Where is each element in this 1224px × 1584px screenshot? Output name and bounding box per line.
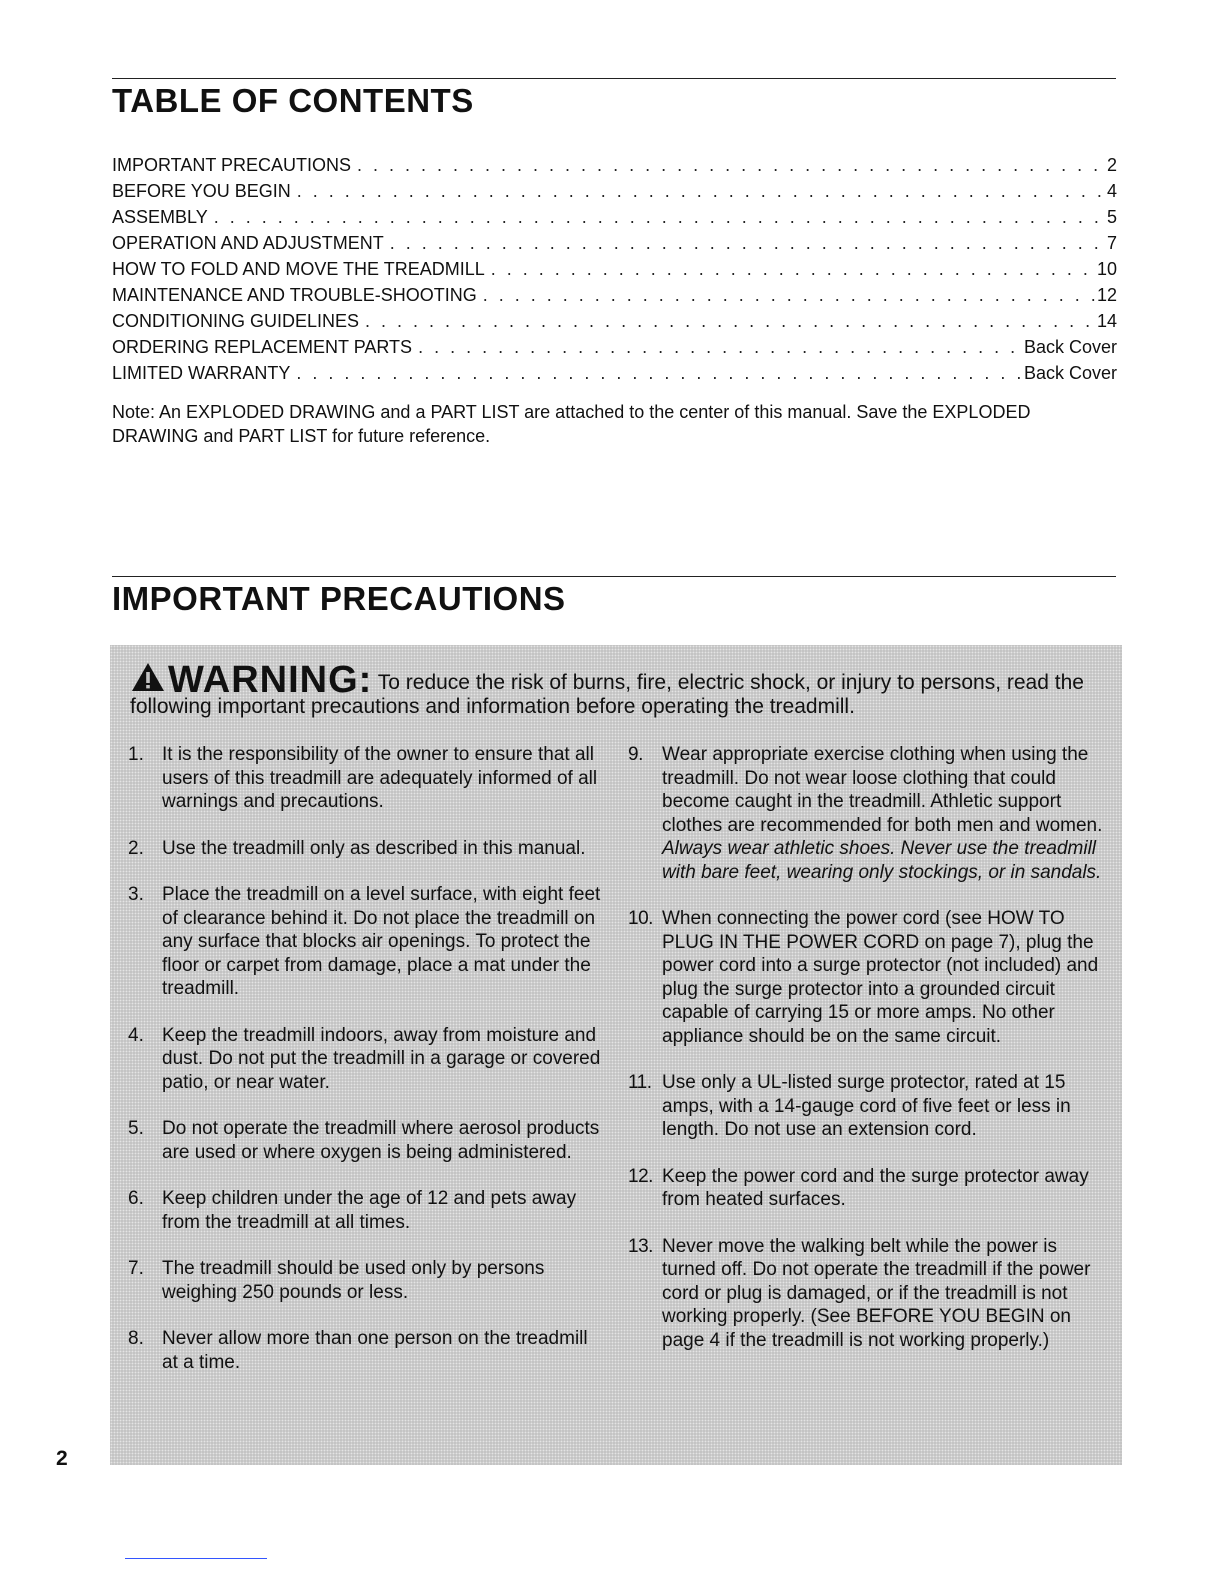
precautions-top-rule [112,576,1116,577]
toc-title: TABLE OF CONTENTS [112,82,474,119]
toc-entry[interactable]: IMPORTANT PRECAUTIONS . . . 2 [112,152,1117,178]
footer-rule [125,1558,267,1559]
list-item: 1. It is the responsibility of the owner to ensure that all users of this treadmill are adequately informed of all warnings and precautions. [128,744,598,812]
toc-entry[interactable]: ASSEMBLY . . . 5 [112,204,1117,230]
toc-list [112,152,1117,386]
warning-label: WARNING: [168,659,373,701]
toc-entry[interactable]: HOW TO FOLD AND MOVE THE TREADMILL . . . 10 [112,256,1117,282]
list-item: 10. When connecting the power cord (see HOW TO PLUG IN THE POWER CORD on page 7), plug the power cord into a surge protector (not included) and plug the surge protector into a grounded circuit capable of carrying 15 or more amps. No other appliance should be on the same circuit. [628,908,1099,1047]
precautions-right-column [628,743,1108,1352]
list-item: 6. Keep children under the age of 12 and pets away from the treadmill at all times. [128,1188,577,1233]
item9-emphasis: Always wear athletic shoes. Never use the treadmill with bare feet, wearing only stockings, or in sandals. [662,838,1102,883]
list-item: 9. Wear appropriate exercise clothing when using the treadmill. Do not wear loose clothing that could become caught in the treadmill. Athletic support clothes are recommended for both men and women. Always wear athletic shoes. Never use the treadmill with bare feet, wearing only stockings, or in sandals. [628,744,1103,883]
list-item: 5. Do not operate the treadmill where aerosol products are used or where oxygen is being administered. [128,1118,600,1163]
precautions-left-column [128,743,608,1374]
toc-entry[interactable]: ORDERING REPLACEMENT PARTS . . . Back Cover [112,334,1117,360]
toc-entry[interactable]: OPERATION AND ADJUSTMENT . . . 7 [112,230,1117,256]
toc-entry[interactable]: MAINTENANCE AND TROUBLE-SHOOTING . . . 12 [112,282,1117,308]
list-item: 2. Use the treadmill only as described in this manual. [128,837,586,859]
toc-entry[interactable]: LIMITED WARRANTY . . . Back Cover [112,360,1117,386]
list-item: 7. The treadmill should be used only by persons weighing 250 pounds or less. [128,1258,545,1303]
toc-top-rule [112,78,1116,79]
list-item: 8. Never allow more than one person on the treadmill at a time. [128,1328,588,1373]
list-item: 3. Place the treadmill on a level surface, with eight feet of clearance behind it. Do not place the treadmill on any surface that blocks air openings. To protect the floor or carpet from damage, place a mat under the treadmill. [128,884,601,999]
list-item: 4. Keep the treadmill indoors, away from moisture and dust. Do not put the treadmill in a garage or covered patio, or near water. [128,1024,601,1093]
warning-header [130,661,1105,719]
toc-entry[interactable]: CONDITIONING GUIDELINES . . . 14 [112,308,1117,334]
list-item: 13. Never move the walking belt while the power is turned off. Do not operate the treadmill if the power cord or plug is damaged, or if the treadmill is not working properly. (See BEFORE YOU BEGIN on page 4 if the treadmill is not working properly.) [628,1235,1091,1351]
toc-note: Note: An EXPLODED DRAWING and a PART LIST are attached to the center of this manual. Save the EXPLODED DRAWING and PART LIST for future reference. [112,402,1031,446]
list-item: 11. Use only a UL-listed surge protector, rated at 15 amps, with a 14-gauge cord of five feet or less in length. Do not use an extension cord. [628,1072,1071,1140]
toc-entry[interactable]: BEFORE YOU BEGIN . . . 4 [112,178,1117,204]
precautions-title: IMPORTANT PRECAUTIONS [112,580,566,617]
warning-triangle-icon [130,661,166,693]
warning-intro: To reduce the risk of burns, fire, electric shock, or injury to persons, read the following important precautions and information before operating the treadmill. [130,671,1084,718]
page-number: 2 [56,1447,68,1470]
list-item: 12. Keep the power cord and the surge protector away from heated surfaces. [628,1165,1089,1210]
warning-box [110,645,1122,1465]
